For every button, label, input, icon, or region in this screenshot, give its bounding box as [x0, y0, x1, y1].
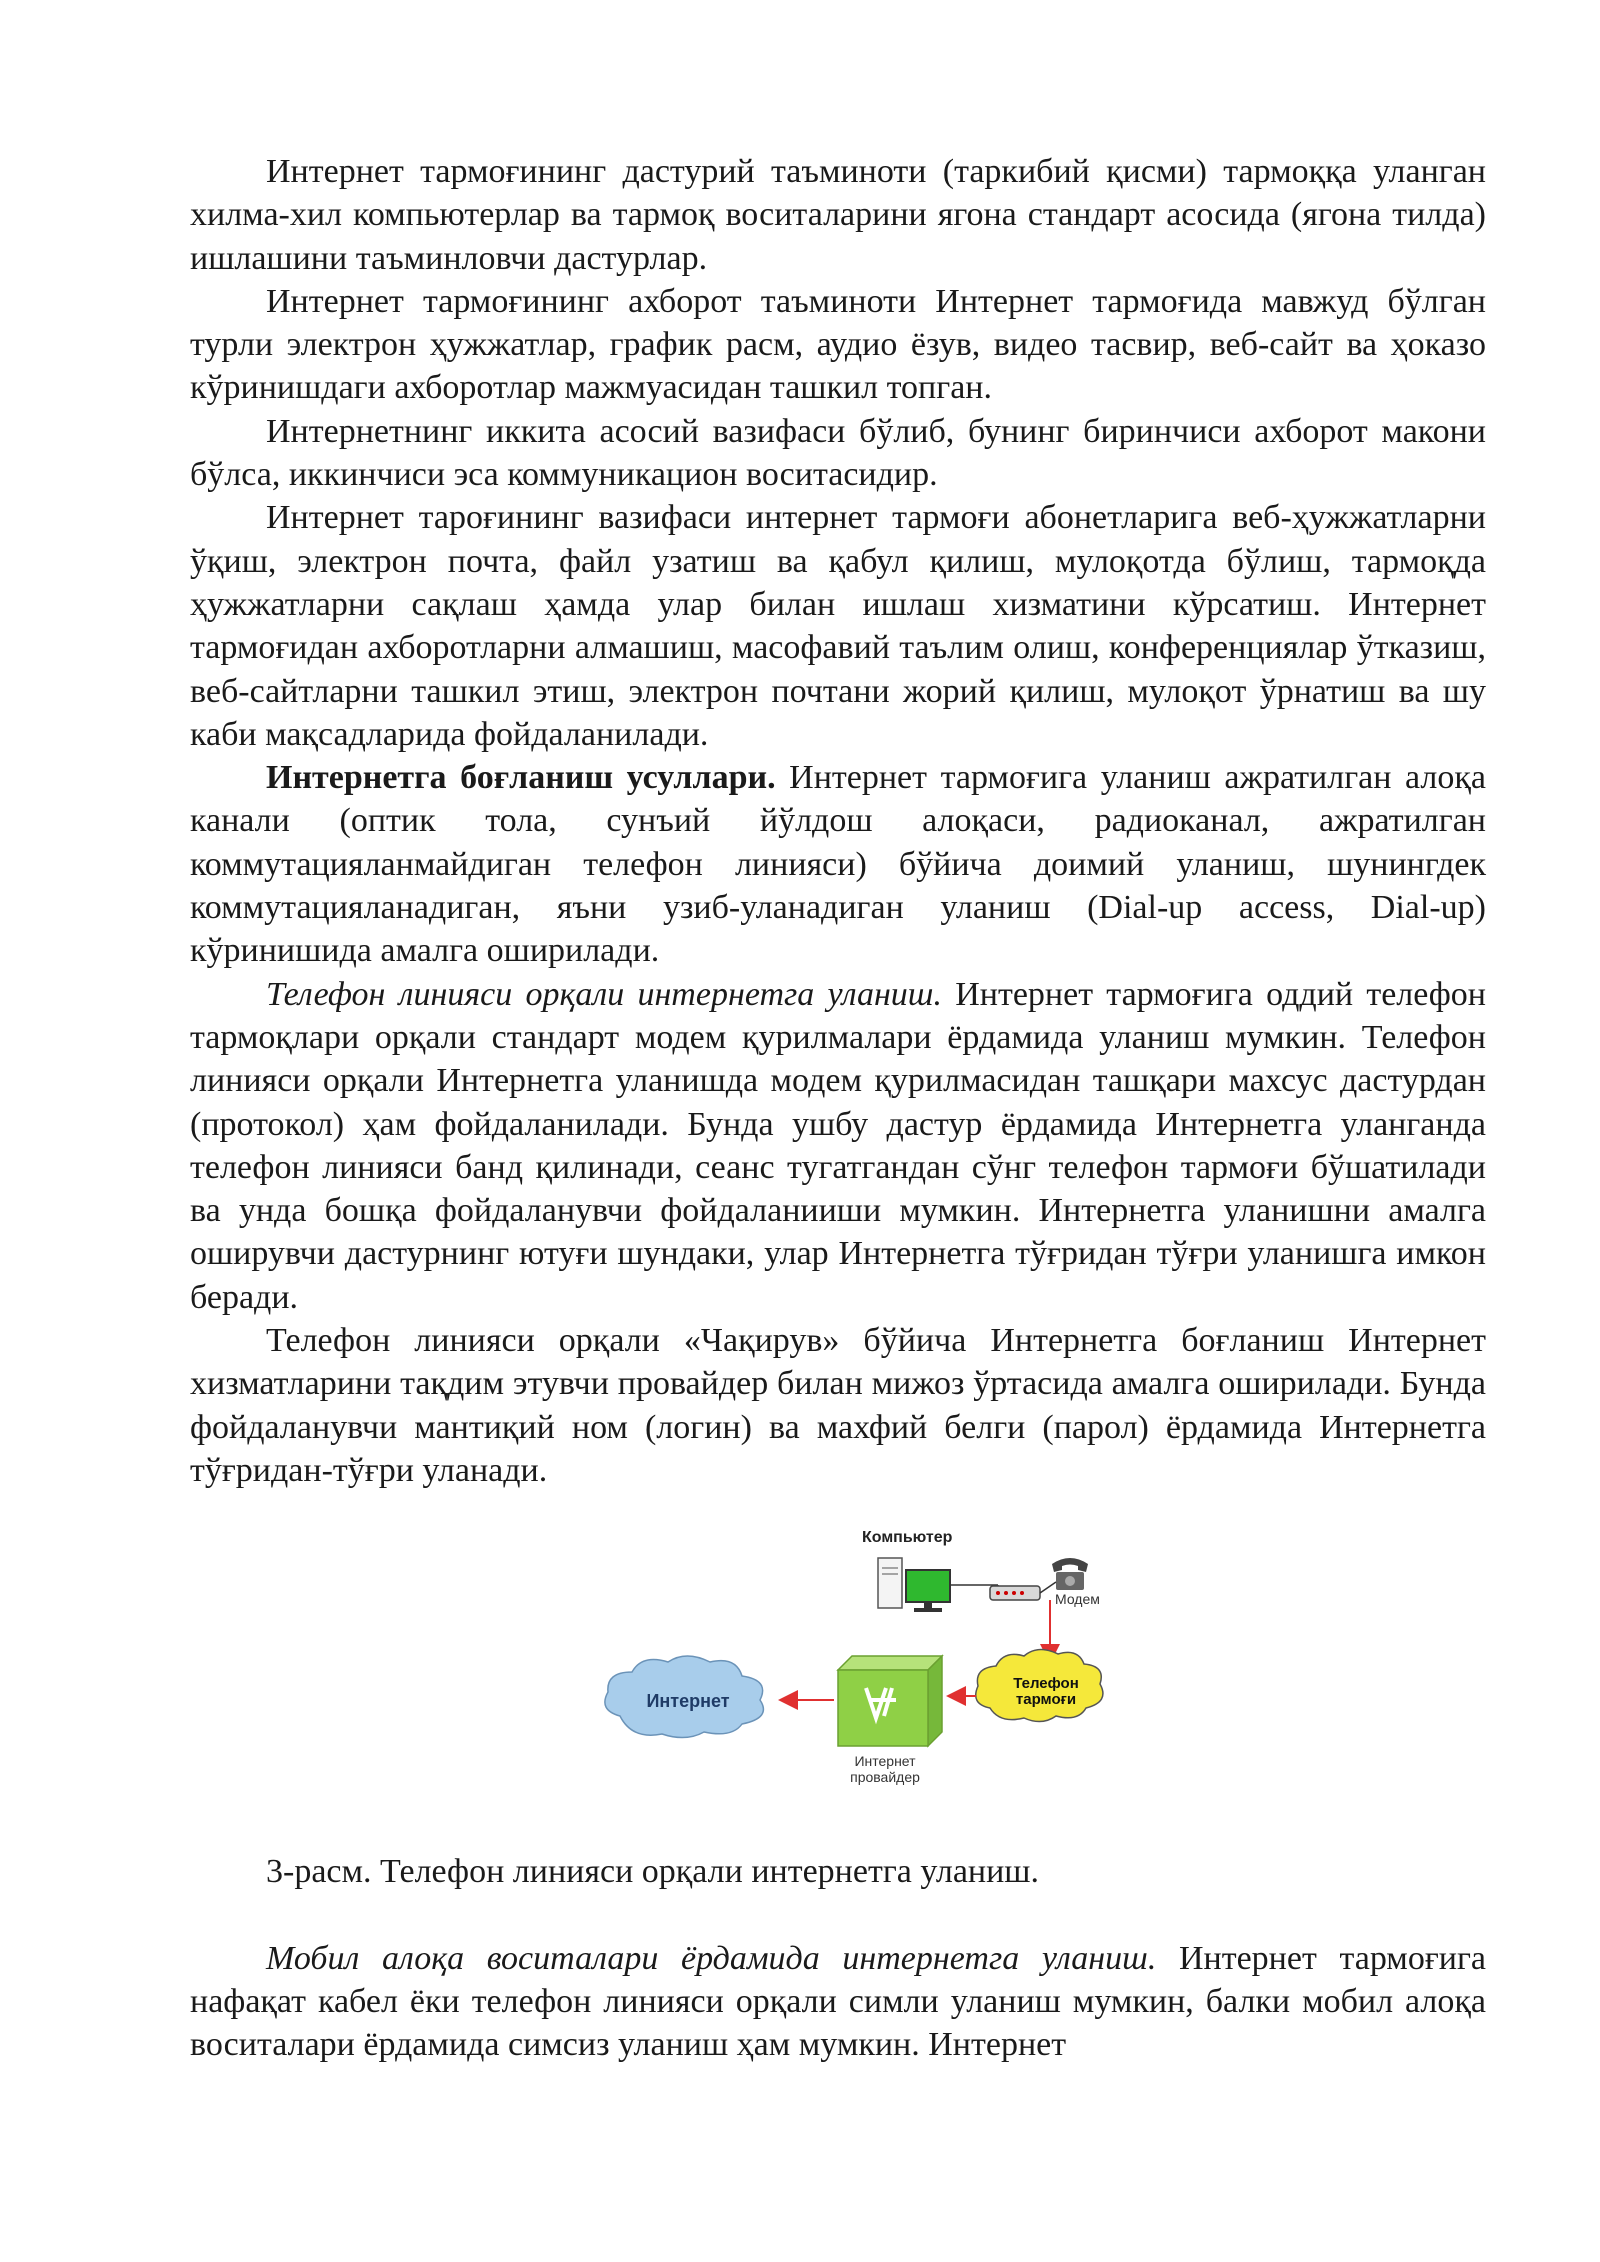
- paragraph-connection-methods-text: Интернет тармоғига уланиш ажратилган алоқа канали (оптик тола, сунъий йўлдош алоқаси, радиоканал, ажратилган коммутацияланмайдиган телефон линияси) бўйича доимий уланиш, шунингдек коммутацияланадиган, яъни узиб-уланадиган уланиш (Dial-up access, Dial-up) кўринишида амалга оширилади.: [190, 759, 1486, 970]
- modem-icon: [990, 1586, 1040, 1600]
- phone-network-cloud: [976, 1650, 1103, 1722]
- phone-network-label-line1: Телефон: [1013, 1675, 1079, 1693]
- paragraph-mobile-connection: [190, 1937, 1486, 2067]
- heading-phone-connection: Телефон линияси орқали интернетга уланиш.: [266, 975, 942, 1013]
- paragraph-phone-connection: [190, 973, 1486, 1319]
- paragraph-main-functions: Интернетнинг иккита асосий вазифаси бўлиб, бунинг биринчиси ахборот макони бўлса, иккинчиси эса коммуникацион воситасидир.: [190, 412, 1486, 494]
- paragraph-information-support: Интернет тармоғининг ахборот таъминоти Интернет тармоғида мавжуд бўлган турли электрон ҳужжатлар, график расм, аудио ёзув, видео тасвир, веб-сайт ва ҳоказо кўринишдаги ахборотлар мажмуасидан ташкил топган.: [190, 282, 1486, 407]
- provider-label-line1: Интернет: [854, 1753, 916, 1770]
- heading-mobile-connection: Мобил алоқа воситалари ёрдамида интернетга уланиш.: [266, 1939, 1157, 1977]
- paragraph-software: Интернет тармоғининг дастурий таъминоти (таркибий қисми) тармоққа уланган хилма-хил компьютерлар ва тармоқ воситаларини ягона стандарт асосида (ягона тилда) ишлашини таъминловчи дастурлар.: [190, 153, 1486, 277]
- computer-label: Компьютер: [862, 1529, 953, 1547]
- phone-network-label-line2: тармоғи: [1015, 1691, 1077, 1709]
- paragraph-call-connection: Телефон линияси орқали «Чақирув» бўйича Интернетга боғланиш Интернет хизматларини тақдим этувчи провайдер билан мижоз ўртасида амалга оширилади. Бунда фойдаланувчи мантиқий ном (логин) ва махфий белги (парол) ёрдамида Интернетга тўғридан-тўғри уланади.: [190, 1322, 1486, 1489]
- link-modem-phone: [1040, 1582, 1056, 1593]
- document-page: [190, 150, 1486, 2066]
- modem-label: Модем: [1055, 1591, 1100, 1608]
- provider-cube-icon: [838, 1656, 942, 1746]
- paragraph-network-function: Интернет тароғининг вазифаси интернет тармоғи абонетларига веб-ҳужжатларни ўқиш, электрон почта, файл узатиш ва қабул қилиш, мулоқотда бўлиш, тармоқда ҳужжатларни сақлаш ҳамда улар билан ишлаш хизматини кўрсатиш. Интернет тармоғидан ахборотларни алмашиш, масофавий таълим олиш, конференциялар ўтказиш, веб-сайтларни ташкил этиш, электрон почтани жорий қилиш, мулоқот ўрнатиш ва шу каби мақсадларида фойдаланилади.: [190, 499, 1486, 753]
- paragraph-phone-connection-text: Интернет тармоғига оддий телефон тармоқлари орқали стандарт модем қурилмалари ёрдамида уланиш мумкин. Телефон линияси орқали Интернетга уланишда модем қурилмасидан ташқари махсус дастурдан (протокол) ҳам фойдаланилади. Бунда ушбу дастур ёрдамида Интернетга уланганда телефон линияси банд қилинади, сеанс тугатгандан сўнг телефон тармоғи бўшатилади ва унда бошқа фойдаланувчи фойдаланииши мумкин. Интернетга уланишни амалга оширувчи дастурнинг ютуғи шундаки, улар Интернетга тўғридан тўғри уланишга имкон беради.: [190, 975, 1486, 1316]
- internet-label: Интернет: [646, 1691, 730, 1712]
- telephone-icon: [1052, 1558, 1088, 1590]
- connection-diagram: [190, 1520, 1486, 1850]
- internet-cloud: [605, 1656, 764, 1738]
- figure-caption: 3-расм. Телефон линияси орқали интернетга уланиш.: [266, 1853, 1039, 1891]
- paragraph-mobile-connection-text: Интернет тармоғига нафақат кабел ёки телефон линияси орқали симли уланиш мумкин, балки мобил алоқа воситалари ёрдамида симсиз уланиш ҳам мумкин. Интернет: [190, 1939, 1486, 2064]
- figure-phone-connection-diagram: [190, 1520, 1486, 1850]
- provider-label-line2: провайдер: [850, 1769, 920, 1786]
- heading-connection-methods: Интернетга боғланиш усуллари.: [266, 759, 776, 797]
- paragraph-connection-methods: [190, 756, 1486, 972]
- computer-icon: [878, 1558, 950, 1612]
